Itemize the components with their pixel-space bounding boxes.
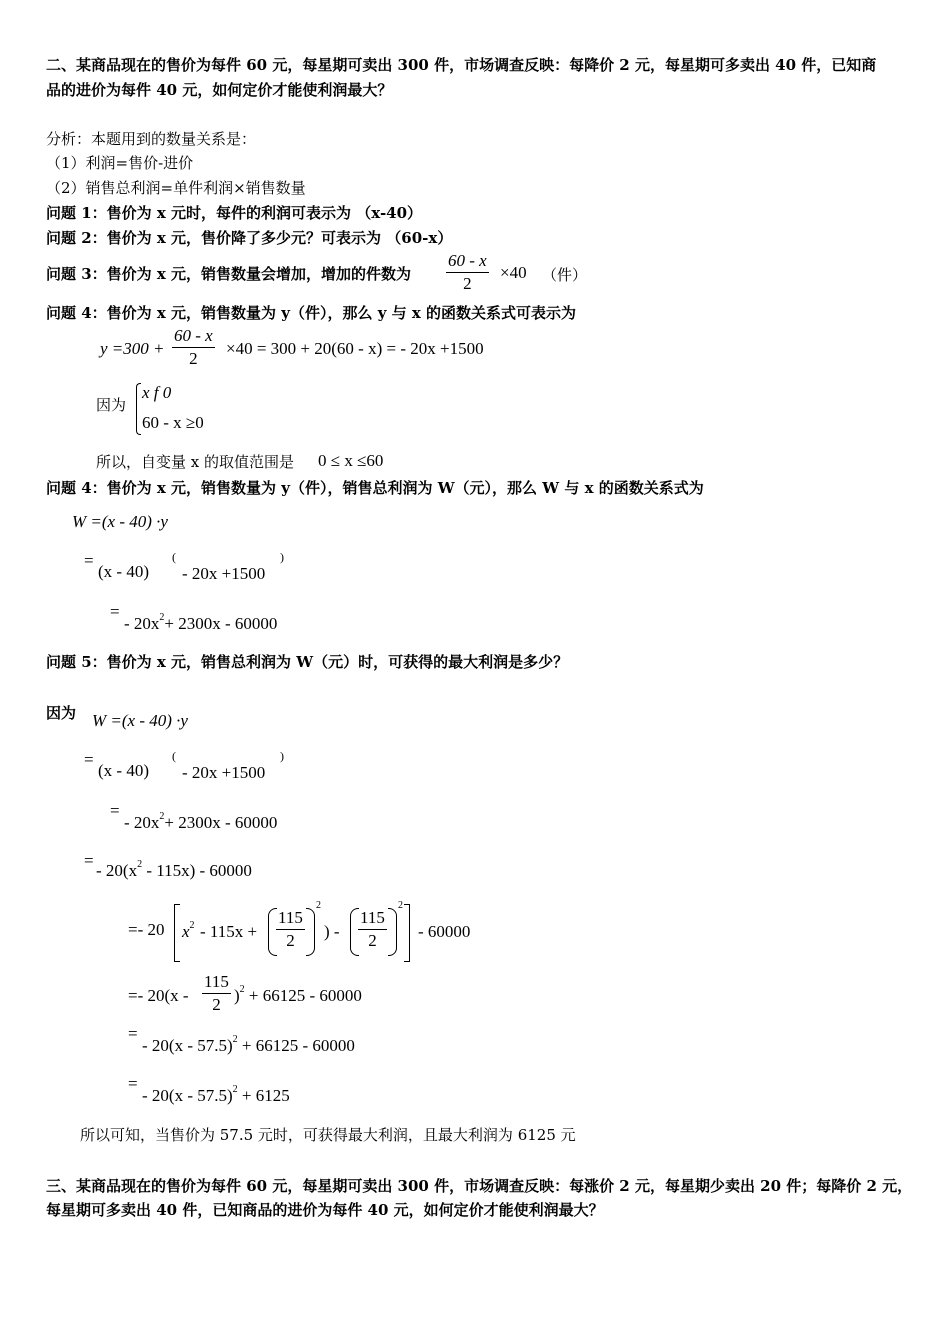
q4a-so: 所以，自变量 x 的取值范围是 bbox=[96, 453, 294, 471]
q5-frac3-num: 115 bbox=[202, 972, 231, 994]
q5-eq3: = bbox=[110, 801, 120, 820]
q5-line7-b: + 66125 - 60000 bbox=[237, 1036, 355, 1055]
problem2-line2: 品的进价为每件 40 元，如何定价才能使利润最大？ bbox=[46, 81, 393, 99]
q5-line5-x bbox=[182, 922, 195, 942]
q5-eq7: = bbox=[128, 1024, 138, 1043]
q5-rparen: ) bbox=[280, 749, 284, 763]
q5-because: 因为 bbox=[46, 704, 77, 722]
analysis-rel2: （2）销售总利润=单件利润×销售数量 bbox=[46, 179, 306, 197]
q5-line6-c: + 66125 - 60000 bbox=[244, 986, 362, 1005]
q5-frac1-num: 115 bbox=[276, 908, 305, 930]
q5-rparen2 bbox=[388, 908, 397, 956]
q5-eq8: = bbox=[128, 1074, 138, 1093]
q5-rparen1 bbox=[306, 908, 315, 956]
q5-line5-c: - 115x + bbox=[200, 922, 258, 941]
q4a-brace bbox=[136, 383, 141, 435]
q3-unit: （件） bbox=[542, 266, 588, 284]
q3-text: 问题 3：售价为 x 元，销售数量会增加，增加的件数为 bbox=[46, 265, 412, 283]
q4a-eq-left: y =300 + bbox=[100, 339, 165, 358]
q4b-rparen: ) bbox=[280, 550, 284, 564]
q4a-because: 因为 bbox=[96, 396, 127, 414]
problem3-line2: 每星期可多卖出 40 件，已知商品的进价为每件 40 元，如何定价才能使利润最大？ bbox=[46, 1201, 604, 1219]
q5-line4-a: - 20(x bbox=[96, 861, 138, 880]
q5-line6-a: =- 20(x - bbox=[128, 986, 189, 1005]
q5-frac2 bbox=[358, 908, 387, 951]
q5-line8-a: - 20(x - 57.5) bbox=[142, 1086, 233, 1105]
q4b-line2b: - 20x +1500 bbox=[182, 564, 266, 583]
q5-sup4: 2 bbox=[137, 859, 143, 870]
problem3-line1: 三、某商品现在的售价为每件 60 元，每星期可卖出 300 件，市场调查反映：每涨价 2 元，每星期少卖出 20 件；每降价 2 元， bbox=[46, 1177, 913, 1195]
q5-line6-rest bbox=[234, 986, 362, 1006]
q1-text: 问题 1：售价为 x 元时，每件的利润可表示为 （x-40） bbox=[46, 204, 423, 222]
q4b-lparen: ( bbox=[172, 550, 176, 564]
q4b-eq3: = bbox=[110, 602, 120, 621]
q4b-line2a: (x - 40) bbox=[98, 562, 149, 581]
q4b-line3 bbox=[124, 614, 277, 634]
q4a-eq-right: ×40 = 300 + 20(60 - x) = - 20x +1500 bbox=[226, 339, 484, 358]
q5-sup6: 2 bbox=[239, 984, 245, 995]
q4b-text: 问题 4：售价为 x 元，销售数量为 y（件），销售总利润为 W（元），那么 W 与 x 的函数关系式为 bbox=[46, 479, 704, 497]
q5-line7-a: - 20(x - 57.5) bbox=[142, 1036, 233, 1055]
q5-line3-a: - 20x bbox=[124, 813, 160, 832]
problem2-line1: 二、某商品现在的售价为每件 60 元，每星期可卖出 300 件，市场调查反映：每降价 2 元，每星期可多卖出 40 件，已知商 bbox=[46, 56, 877, 74]
q2-text: 问题 2：售价为 x 元，售价降了多少元？可表示为 （60-x） bbox=[46, 229, 453, 247]
analysis-rel1: （1）利润=售价-进价 bbox=[46, 154, 194, 172]
q5-rbracket bbox=[404, 904, 410, 962]
q5-text: 问题 5：售价为 x 元，销售总利润为 W（元）时，可获得的最大利润是多少？ bbox=[46, 653, 569, 671]
q5-frac1 bbox=[276, 908, 305, 951]
q4a-text: 问题 4：售价为 x 元，销售数量为 y（件），那么 y 与 x 的函数关系式可表示为 bbox=[46, 304, 577, 322]
q3-fraction bbox=[446, 251, 489, 294]
q4b-eq2: = bbox=[84, 551, 94, 570]
q5-line4-b: - 115x) - 60000 bbox=[142, 861, 252, 880]
q5-frac3 bbox=[202, 972, 231, 1015]
q5-sup5: 2 bbox=[189, 920, 195, 931]
q5-line2a: (x - 40) bbox=[98, 761, 149, 780]
q5-line1: W =(x - 40) ·y bbox=[92, 711, 188, 730]
q5-frac2-sq: 2 bbox=[398, 900, 403, 911]
q5-line5-a: =- 20 bbox=[128, 920, 165, 939]
q4a-cond2: 60 - x ≥0 bbox=[142, 413, 204, 432]
q5-line6-b: ) bbox=[234, 986, 240, 1005]
q5-line3-b: + 2300x - 60000 bbox=[164, 813, 278, 832]
q4a-fraction bbox=[172, 326, 215, 369]
q3-frac-den: 2 bbox=[463, 274, 472, 293]
q5-frac2-den: 2 bbox=[368, 931, 377, 950]
analysis-intro: 分析：本题用到的数量关系是： bbox=[46, 130, 257, 148]
q5-sup7: 2 bbox=[232, 1034, 238, 1045]
q5-line5-b: x bbox=[182, 922, 190, 941]
q5-line5-e: - 60000 bbox=[418, 922, 471, 941]
q4a-range: 0 ≤ x ≤60 bbox=[318, 451, 384, 470]
q5-lparen: ( bbox=[172, 749, 176, 763]
q5-frac1-den: 2 bbox=[286, 931, 295, 950]
q5-line8-b: + 6125 bbox=[237, 1086, 290, 1105]
q5-line5-d: ) - bbox=[324, 922, 340, 941]
q5-line4 bbox=[96, 861, 252, 881]
q5-eq2: = bbox=[84, 750, 94, 769]
q5-sup3: 2 bbox=[159, 811, 165, 822]
q5-line7 bbox=[142, 1036, 355, 1056]
q5-conclusion: 所以可知，当售价为 57.5 元时，可获得最大利润，且最大利润为 6125 元 bbox=[80, 1126, 576, 1144]
q3-frac-num: 60 - x bbox=[446, 251, 489, 273]
q5-line8 bbox=[142, 1086, 290, 1106]
q5-eq4: = bbox=[84, 851, 94, 870]
q5-line3 bbox=[124, 813, 277, 833]
q5-frac3-den: 2 bbox=[212, 995, 221, 1014]
q5-frac2-num: 115 bbox=[358, 908, 387, 930]
q4b-line3-a: - 20x bbox=[124, 614, 160, 633]
q5-lbracket bbox=[174, 904, 180, 962]
q4a-cond1: x f 0 bbox=[142, 383, 172, 402]
q3-times: ×40 bbox=[500, 263, 527, 282]
q5-line2b: - 20x +1500 bbox=[182, 763, 266, 782]
q4b-line1: W =(x - 40) ·y bbox=[72, 512, 168, 531]
q4b-sup: 2 bbox=[159, 612, 165, 623]
q4a-frac-den: 2 bbox=[189, 349, 198, 368]
q4a-frac-num: 60 - x bbox=[172, 326, 215, 348]
q5-sup8: 2 bbox=[232, 1084, 238, 1095]
q4b-line3-b: + 2300x - 60000 bbox=[164, 614, 278, 633]
q5-frac1-sq: 2 bbox=[316, 900, 321, 911]
